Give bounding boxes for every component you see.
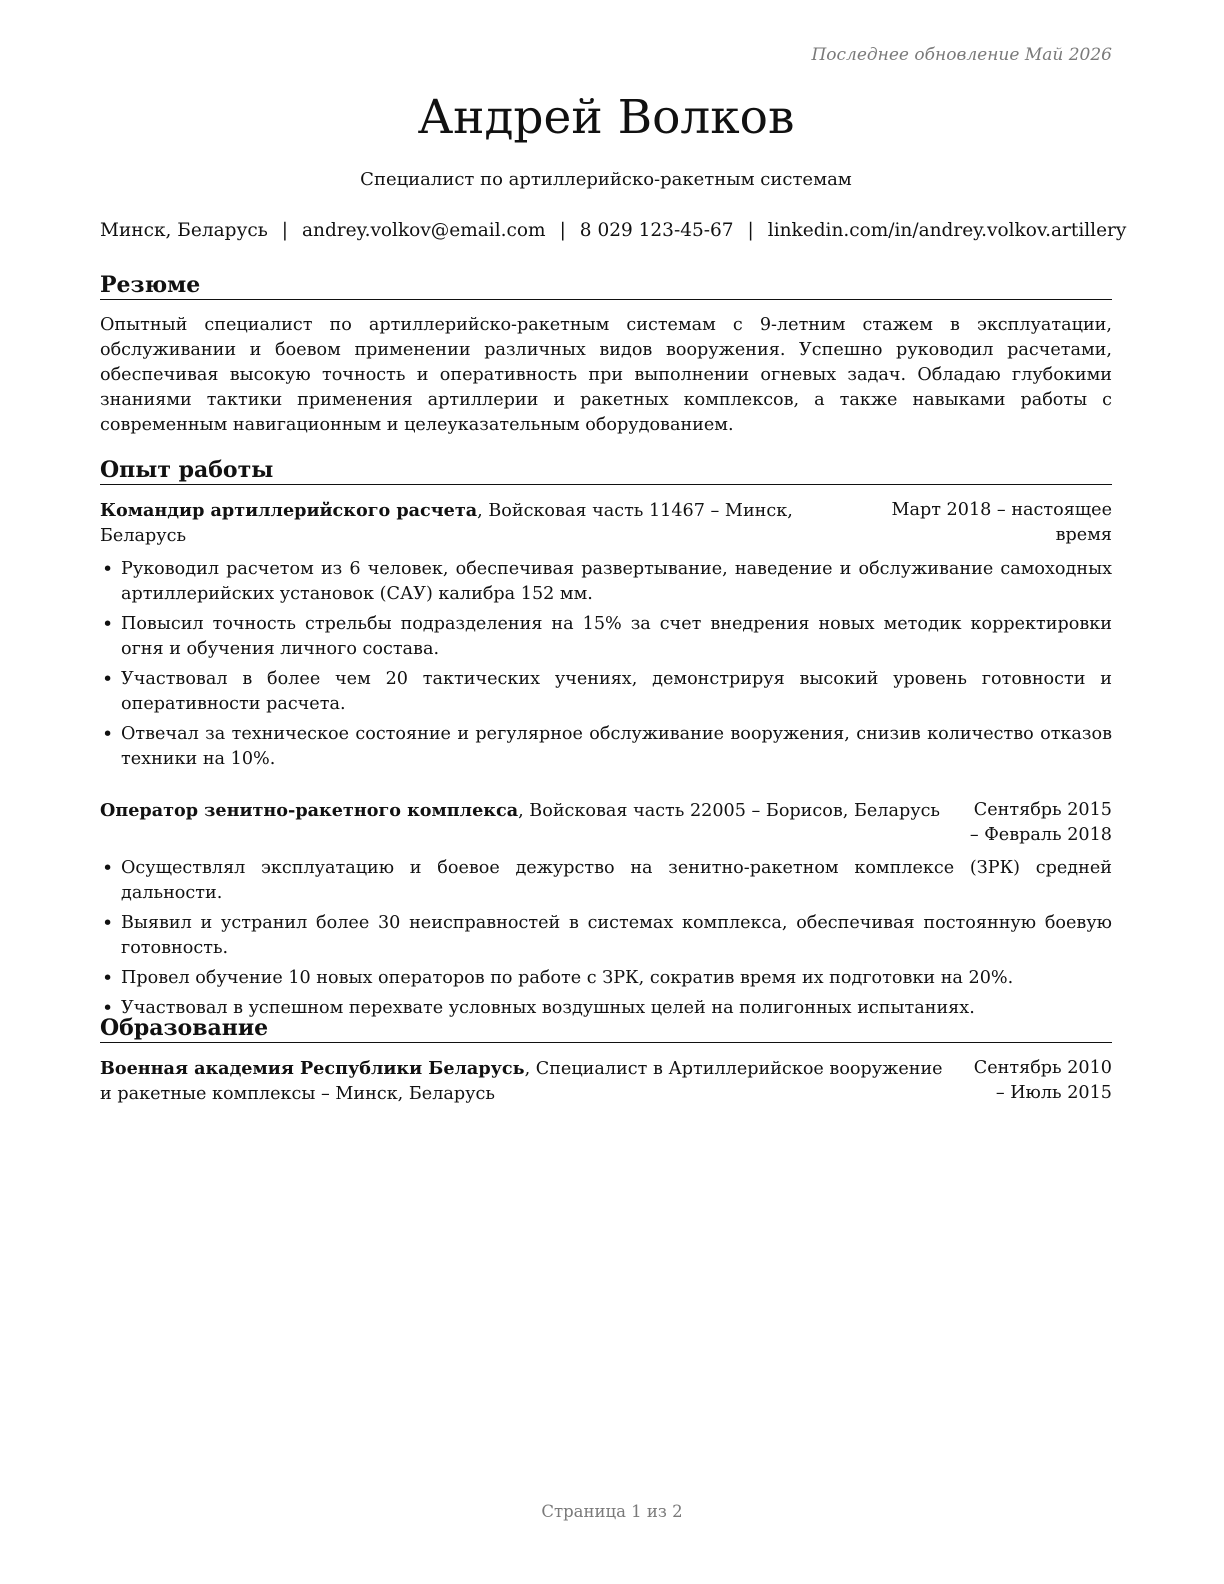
summary-section: [100, 272, 1112, 438]
job-header: [100, 798, 1112, 848]
page-number: Страница 1 из 2: [541, 1502, 683, 1521]
education-entry: [100, 1056, 1112, 1107]
job-title-line: [100, 798, 962, 848]
contact-location: Минск, Беларусь: [100, 220, 268, 241]
education-details: , Специалист в Артиллерийское вооружение и ракетные комплексы – Минск, Беларусь: [100, 1059, 943, 1104]
job-organization: , Войсковая часть 22005 – Борисов, Беларусь: [518, 801, 940, 821]
job-bullets: [100, 856, 1112, 1021]
list-item: • Отвечал за техническое состояние и регулярное обслуживание вооружения, снизив количество отказов техники на 10%.: [100, 722, 1112, 772]
last-updated: Последнее обновление Май 2026: [811, 45, 1112, 65]
contact-separator: |: [747, 220, 754, 241]
job-position: Командир артиллерийского расчета: [100, 500, 478, 521]
education-school: Военная академия Республики Беларусь: [100, 1058, 525, 1079]
education-section: [100, 1015, 1112, 1107]
job-bullets: [100, 557, 1112, 772]
contact-line: [100, 219, 1127, 243]
job-dates: Март 2018 – настоящее время: [891, 500, 1112, 545]
list-item: • Участвовал в более чем 20 тактических учениях, демонстрируя высокий уровень готовности и оперативности расчета.: [100, 667, 1112, 717]
job-title-line: [100, 498, 872, 549]
candidate-title: Специалист по артиллерийско-ракетным системам: [360, 169, 852, 190]
contact-separator: |: [559, 220, 566, 241]
list-item: • Осуществлял эксплуатацию и боевое дежурство на зенитно-ракетном комплексе (ЗРК) средней дальности.: [100, 856, 1112, 906]
job-position: Оператор зенитно-ракетного комплекса: [100, 800, 519, 821]
list-item: • Выявил и устранил более 30 неисправностей в системах комплекса, обеспечивая постоянную боевую готовность.: [100, 911, 1112, 961]
experience-heading: Опыт работы: [100, 457, 1112, 485]
job-entry: [100, 798, 1112, 1021]
education-dates: Сентябрь 2010 – Июль 2015: [973, 1058, 1112, 1103]
education-heading: Образование: [100, 1015, 1112, 1043]
job-organization: , Войсковая часть 11467 – Минск, Беларусь: [100, 501, 793, 546]
experience-section: [100, 457, 1112, 1026]
resume-page: [100, 0, 1127, 1584]
contact-linkedin[interactable]: linkedin.com/in/andrey.volkov.artillery: [767, 220, 1127, 241]
contact-email[interactable]: andrey.volkov@email.com: [302, 220, 546, 241]
education-title-line: [100, 1056, 962, 1107]
list-item: • Участвовал в успешном перехвате условных воздушных целей на полигонных испытаниях.: [100, 996, 1112, 1021]
list-item: • Провел обучение 10 новых операторов по работе с ЗРК, сократив время их подготовки на 20%.: [100, 966, 1112, 991]
job-header: [100, 498, 1112, 549]
job-dates: Сентябрь 2015 – Февраль 2018: [969, 800, 1112, 845]
summary-text: Опытный специалист по артиллерийско-ракетным системам с 9-летним стажем в эксплуатации, обслуживании и боевом применении различных видов вооружения. Успешно руководил расчетами, обеспечивая высокую точность и оперативность при выполнении огневых задач. Обладаю глубокими знаниями тактики применения артиллерии и ракетных комплексов, а также навыками работы с современным навигационным и целеуказательным оборудованием.: [100, 315, 1112, 435]
candidate-name: Андрей Волков: [417, 90, 795, 145]
job-entry: [100, 498, 1112, 772]
list-item: • Руководил расчетом из 6 человек, обеспечивая развертывание, наведение и обслуживание самоходных артиллерийских установок (САУ) калибра 152 мм.: [100, 557, 1112, 607]
list-item: • Повысил точность стрельбы подразделения на 15% за счет внедрения новых методик корректировки огня и обучения личного состава.: [100, 612, 1112, 662]
education-header: [100, 1056, 1112, 1107]
contact-separator: |: [281, 220, 289, 241]
contact-phone: 8 029 123-45-67: [579, 220, 734, 241]
summary-heading: Резюме: [100, 272, 1112, 300]
